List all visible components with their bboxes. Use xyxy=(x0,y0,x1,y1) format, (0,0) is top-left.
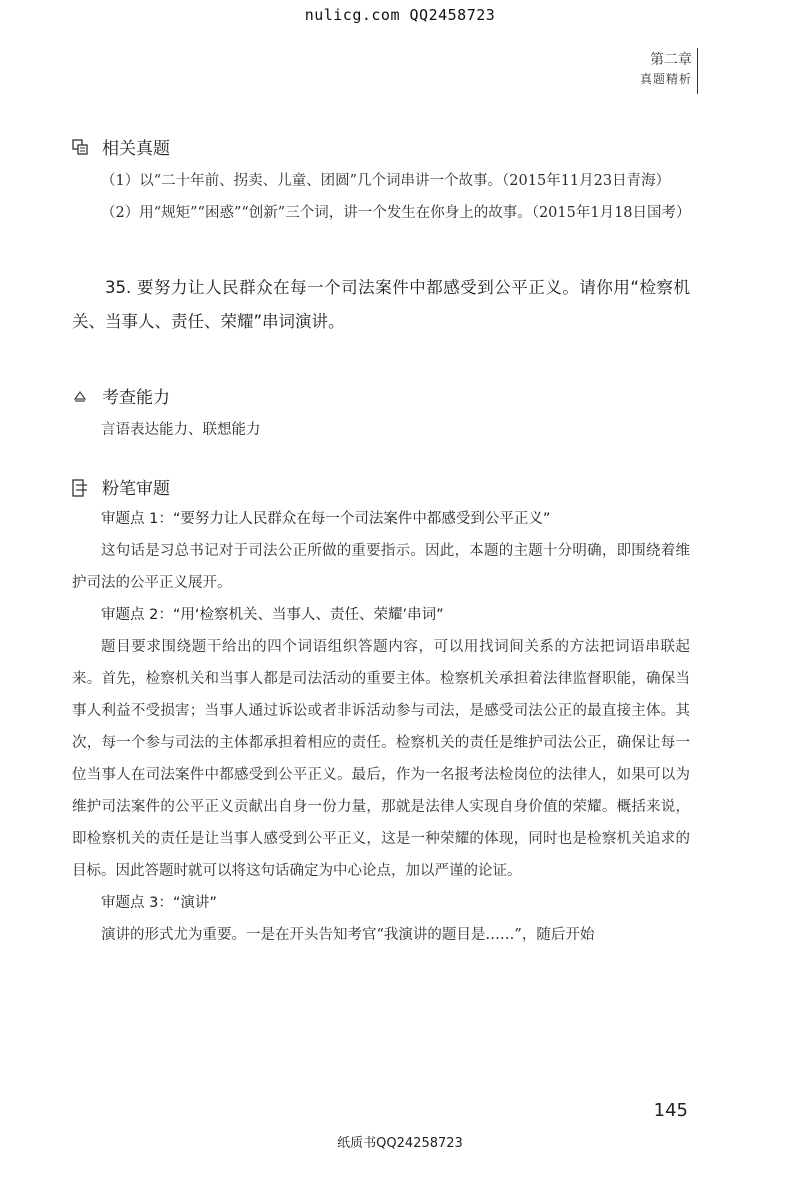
analysis-point-3: 审题点 3：“演讲” xyxy=(101,895,217,911)
ability-heading xyxy=(72,383,690,408)
analysis-paragraph-1: 这句话是习总书记对于司法公正所做的重要指示。因此，本题的主题十分明确，即围绕着维护司法的公平正义展开。 xyxy=(72,543,690,591)
analysis-heading-text: 粉笔审题 xyxy=(102,479,170,499)
document-icon xyxy=(72,139,88,155)
page-number: 145 xyxy=(653,1100,688,1121)
related-item-2: （2）用“规矩”“困惑”“创新”三个词，讲一个发生在你身上的故事。（2015年1月18日国考） xyxy=(101,205,691,221)
pen-icon xyxy=(72,479,88,495)
page-content xyxy=(72,130,690,951)
analysis-paragraph-3: 演讲的形式尤为重要。一是在开头告知考官“我演讲的题目是……”，随后开始 xyxy=(101,927,595,943)
chapter-subtitle: 真题精析 xyxy=(639,72,692,86)
chapter-divider xyxy=(697,48,698,94)
related-questions-heading xyxy=(72,134,690,159)
analysis-heading xyxy=(72,474,690,499)
ability-text: 言语表达能力、联想能力 xyxy=(101,422,261,438)
related-item-1: （1）以“二十年前、拐卖、儿童、团圆”几个词串讲一个故事。（2015年11月23日青海） xyxy=(101,173,671,189)
related-heading-text: 相关真题 xyxy=(102,139,170,159)
bottom-watermark: 纸质书QQ24258723 xyxy=(337,1136,463,1151)
analysis-point-2: 审题点 2：“用‘检察机关、当事人、责任、荣耀’串词” xyxy=(101,607,444,623)
chapter-header xyxy=(640,50,692,88)
lightbulb-icon xyxy=(72,388,88,404)
analysis-point-1: 审题点 1：“要努力让人民群众在每一个司法案件中都感受到公平正义” xyxy=(101,511,551,527)
analysis-paragraph-2: 题目要求围绕题干给出的四个词语组织答题内容，可以用找词间关系的方法把词语串联起来。首先，检察机关和当事人都是司法活动的重要主体。检察机关承担着法律监督职能，确保当事人利益不受损害；当事人通过诉讼或者非诉活动参与司法，是感受司法公正的最直接主体。其次，每一个参与司法的主体都承担着相应的责任。检察机关的责任是维护司法公正，确保让每一位当事人在司法案件中都感受到公平正义。最后，作为一名报考法检岗位的法律人，如果可以为维护司法案件的公平正义贡献出自身一份力量，那就是法律人实现自身价值的荣耀。概括来说，即检察机关的责任是让当事人感受到公平正义，这是一种荣耀的体现，同时也是检察机关追求的目标。因此答题时就可以将这句话确定为中心论点，加以严谨的论证。 xyxy=(72,639,690,879)
ability-heading-text: 考查能力 xyxy=(102,388,170,408)
question-35: 35. 要努力让人民群众在每一个司法案件中都感受到公平正义。请你用“检察机关、当事人、责任、荣耀”串词演讲。 xyxy=(72,278,690,331)
top-watermark: nulicg.com QQ2458723 xyxy=(304,6,496,24)
chapter-title: 第二章 xyxy=(650,52,692,68)
